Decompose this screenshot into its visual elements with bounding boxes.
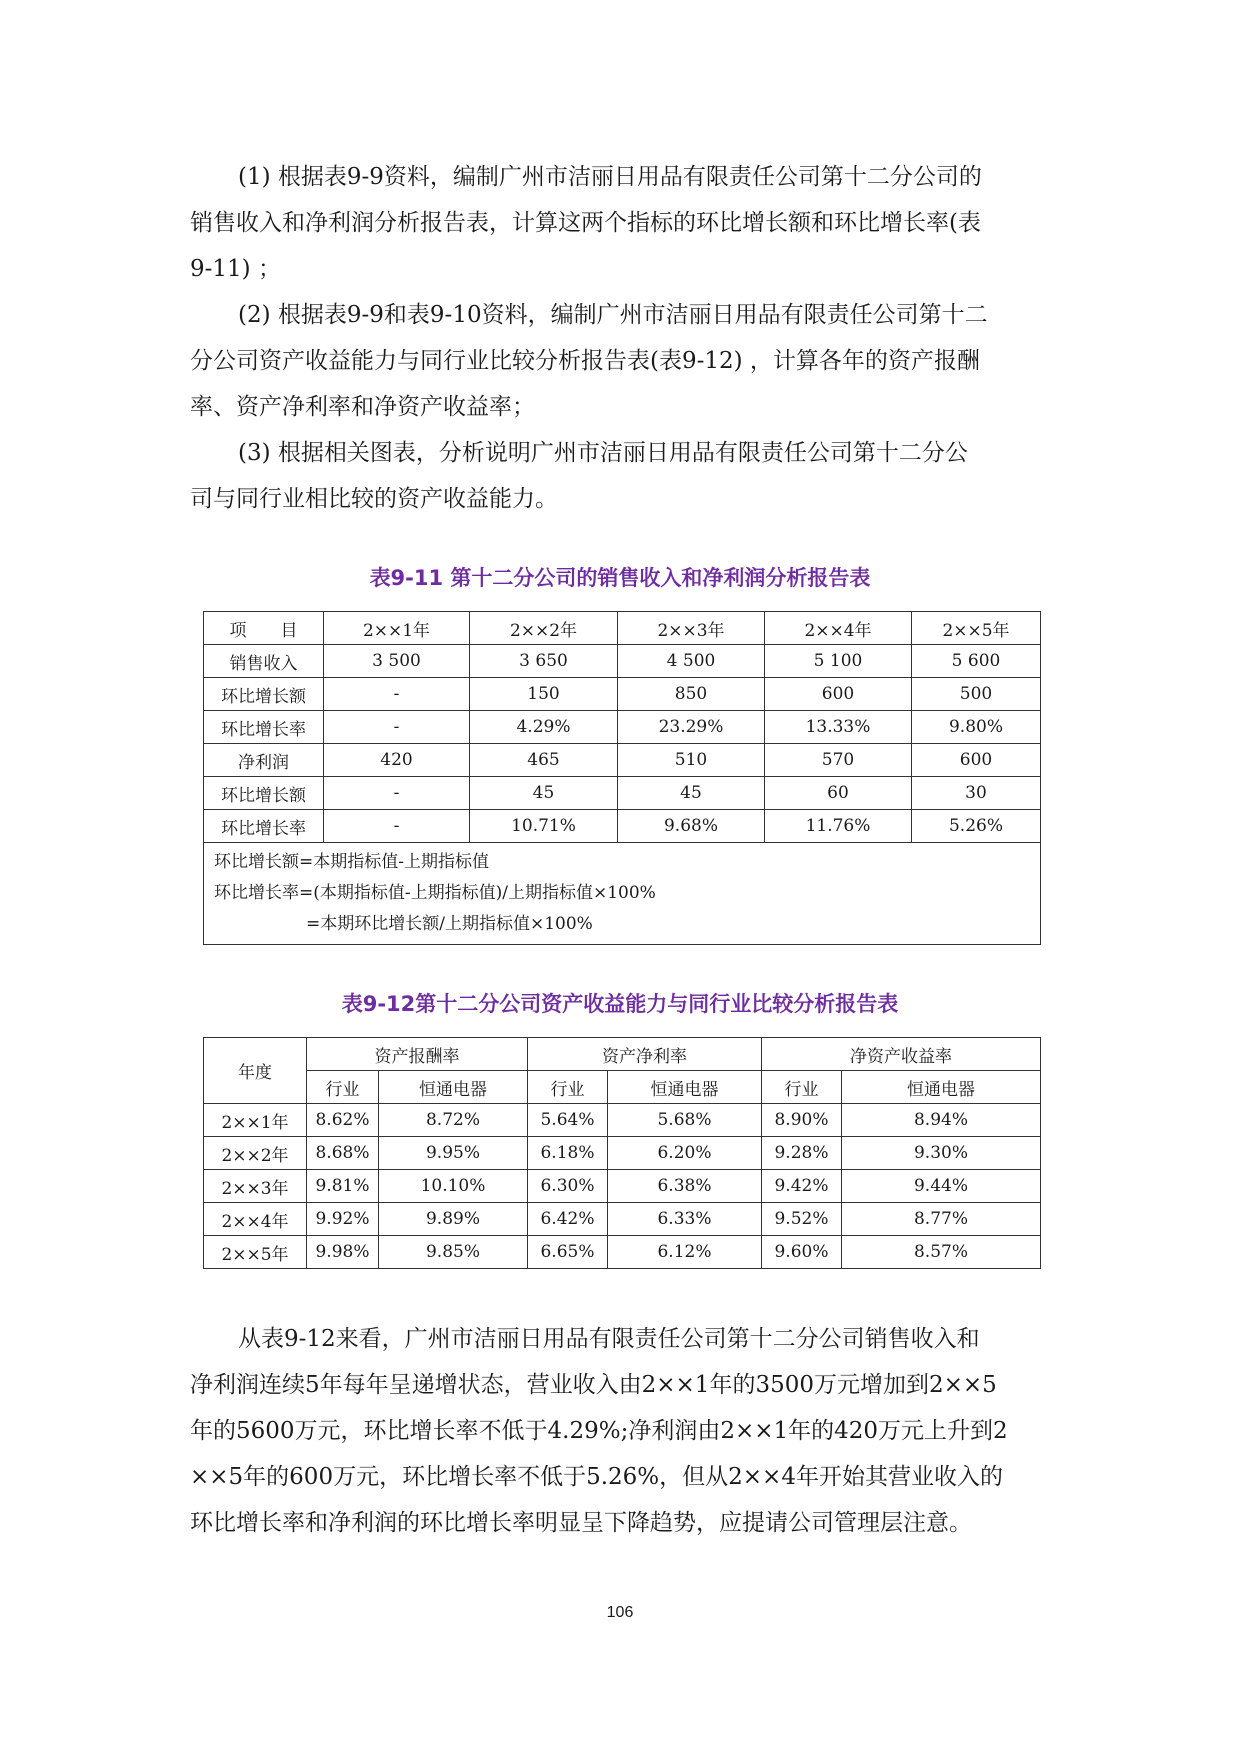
text-line: (2) 根据表9-9和表9-10资料，编制广州市洁丽日用品有限责任公司第十二 [238,302,988,328]
table-cell: 6.65% [528,1236,608,1269]
table-cell: - [324,711,470,744]
table-cell: - [324,777,470,810]
header-group: 资产报酬率 [307,1038,528,1071]
table-cell: 9.85% [379,1236,528,1269]
table-cell: 9.95% [379,1137,528,1170]
paragraph-1 [190,154,1050,292]
table-cell: 850 [618,678,765,711]
table-cell: 420 [324,744,470,777]
table-row [204,1137,1041,1170]
table-cell: 45 [618,777,765,810]
table-cell: 8.77% [842,1203,1041,1236]
table-9-12 [203,1037,1041,1269]
row-label: 2××4年 [204,1203,307,1236]
table-cell: 9.80% [912,711,1041,744]
table-cell: 8.72% [379,1104,528,1137]
table-cell: 6.38% [608,1170,762,1203]
paragraph-3 [190,430,1050,522]
row-label: 销售收入 [204,645,324,678]
subheader-cell: 恒通电器 [842,1071,1041,1104]
table-cell: 600 [912,744,1041,777]
text-line: (3) 根据相关图表，分析说明广州市洁丽日用品有限责任公司第十二分公 [238,440,968,466]
row-label: 2××2年 [204,1137,307,1170]
header-cell: 2××2年 [470,612,618,645]
table-cell: 3 500 [324,645,470,678]
table-cell: 9.52% [762,1203,842,1236]
row-label: 环比增长率 [204,810,324,843]
table-notes-row [204,843,1041,945]
header-cell: 2××1年 [324,612,470,645]
table-9-12-caption: 表9-12第十二分公司资产收益能力与同行业比较分析报告表 [341,992,899,1016]
table-cell: 6.42% [528,1203,608,1236]
table-cell: 23.29% [618,711,765,744]
subheader-cell: 行业 [528,1071,608,1104]
table-cell: 10.10% [379,1170,528,1203]
text-line: 年的5600万元，环比增长率不低于4.29%;净利润由2××1年的420万元上升到2 [190,1418,1008,1444]
header-cell: 项 目 [204,612,324,645]
table-cell: 5.68% [608,1104,762,1137]
text-line: 率、资产净利率和净资产收益率； [190,394,535,420]
table-row [204,645,1041,678]
table-cell: 9.92% [307,1203,379,1236]
note-line: =本期环比增长额/上期指标值×100% [306,914,593,934]
table-cell: 8.90% [762,1104,842,1137]
table-cell: 8.57% [842,1236,1041,1269]
text-line: ××5年的600万元，环比增长率不低于5.26%，但从2××4年开始其营业收入的 [190,1464,1003,1490]
formula-note [204,843,1041,945]
table-cell: 45 [470,777,618,810]
table-cell: 8.62% [307,1104,379,1137]
table-row [204,711,1041,744]
table-cell: 9.28% [762,1137,842,1170]
table-cell: 8.94% [842,1104,1041,1137]
table-cell: 6.18% [528,1137,608,1170]
subheader-cell: 恒通电器 [608,1071,762,1104]
table-cell: 3 650 [470,645,618,678]
table-cell: 4.29% [470,711,618,744]
table-cell: 5 600 [912,645,1041,678]
table-header-row [204,1038,1041,1071]
row-label: 环比增长额 [204,777,324,810]
table-cell: 9.30% [842,1137,1041,1170]
row-label: 环比增长额 [204,678,324,711]
table-cell: 6.30% [528,1170,608,1203]
table-cell: 5.26% [912,810,1041,843]
table-cell: 9.68% [618,810,765,843]
text-line: 环比增长率和净利润的环比增长率明显呈下降趋势，应提请公司管理层注意。 [190,1510,972,1536]
table-cell: 9.60% [762,1236,842,1269]
table-cell: 6.33% [608,1203,762,1236]
table-cell: 9.89% [379,1203,528,1236]
subheader-cell: 恒通电器 [379,1071,528,1104]
note-line: 环比增长额=本期指标值-上期指标值 [214,852,489,872]
table-cell: 4 500 [618,645,765,678]
table-cell: 5.64% [528,1104,608,1137]
table-row [204,1104,1041,1137]
table-cell: 9.81% [307,1170,379,1203]
text-line: 从表9-12来看，广州市洁丽日用品有限责任公司第十二分公司销售收入和 [238,1326,980,1352]
table-header-row [204,612,1041,645]
table-row [204,810,1041,843]
table-cell: 510 [618,744,765,777]
row-label: 2××5年 [204,1236,307,1269]
text-line: 净利润连续5年每年呈递增状态，营业收入由2××1年的3500万元增加到2××5 [190,1372,997,1398]
conclusion-paragraph [190,1316,1050,1546]
table-row [204,1203,1041,1236]
table-cell: 570 [765,744,912,777]
table-cell: 10.71% [470,810,618,843]
text-line: 销售收入和净利润分析报告表，计算这两个指标的环比增长额和环比增长率(表 [190,210,981,236]
row-label: 2××1年 [204,1104,307,1137]
table-cell: 60 [765,777,912,810]
text-line: (1) 根据表9-9资料，编制广州市洁丽日用品有限责任公司第十二分公司的 [238,164,982,190]
table-9-11-caption: 表9-11 第十二分公司的销售收入和净利润分析报告表 [369,566,871,590]
table-row [204,1170,1041,1203]
row-label: 净利润 [204,744,324,777]
text-line: 司与同行业相比较的资产收益能力。 [190,486,558,512]
text-line: 分公司资产收益能力与同行业比较分析报告表(表9-12) ，计算各年的资产报酬 [190,348,980,374]
paragraph-2 [190,292,1050,430]
table-subheader-row [204,1071,1041,1104]
table-cell: 9.98% [307,1236,379,1269]
row-label: 环比增长率 [204,711,324,744]
table-cell: 8.68% [307,1137,379,1170]
table-cell: 5 100 [765,645,912,678]
header-cell: 2××3年 [618,612,765,645]
table-cell: 9.44% [842,1170,1041,1203]
header-cell: 2××4年 [765,612,912,645]
table-row [204,678,1041,711]
header-group: 资产净利率 [528,1038,762,1071]
table-cell: 9.42% [762,1170,842,1203]
header-cell-year: 年度 [204,1038,307,1104]
table-row [204,1236,1041,1269]
table-row [204,744,1041,777]
table-cell: 6.12% [608,1236,762,1269]
table-cell: 465 [470,744,618,777]
row-label: 2××3年 [204,1170,307,1203]
table-cell: 6.20% [608,1137,762,1170]
table-cell: 500 [912,678,1041,711]
note-line: 环比增长率=(本期指标值-上期指标值)/上期指标值×100% [214,883,656,903]
subheader-cell: 行业 [307,1071,379,1104]
subheader-cell: 行业 [762,1071,842,1104]
table-cell: 30 [912,777,1041,810]
table-9-11 [203,611,1041,945]
table-cell: - [324,810,470,843]
table-cell: 11.76% [765,810,912,843]
header-cell: 2××5年 [912,612,1041,645]
page-number: 106 [606,1604,634,1621]
header-group: 净资产收益率 [762,1038,1041,1071]
table-row [204,777,1041,810]
table-cell: 150 [470,678,618,711]
table-cell: 600 [765,678,912,711]
table-cell: 13.33% [765,711,912,744]
table-cell: - [324,678,470,711]
text-line: 9-11) ； [190,256,281,282]
